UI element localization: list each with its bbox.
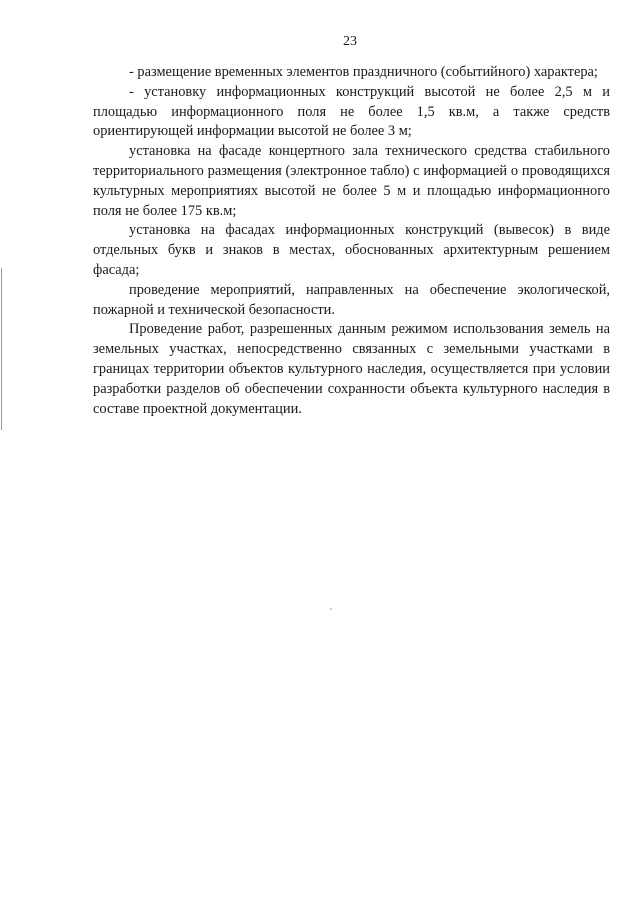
scan-artifact-dot: [330, 608, 332, 610]
paragraph-cultural-heritage-works: Проведение работ, разрешенных данным режимом использования земель на земельных участках, непосредственно связанных с земельными участками в границах территории объектов культурного наследия, осуществляется при условии разработки разделов об обеспечении сохранности объекта культурного наследия в составе проектной документации.: [93, 321, 610, 417]
document-body: [93, 63, 610, 419]
paragraph-facade-signs: установка на фасадах информационных конструкций (вывесок) в виде отдельных букв и знаков в местах, обоснованных архитектурным решением фасада;: [93, 222, 610, 278]
scan-edge-line: [1, 268, 2, 430]
page-number: 23: [343, 34, 357, 49]
paragraph-safety-measures: проведение мероприятий, направленных на обеспечение экологической, пожарной и технической безопасности.: [93, 281, 610, 318]
paragraph-temporary-elements: - размещение временных элементов праздничного (событийного) характера;: [129, 64, 598, 80]
paragraph-concert-hall-display: установка на фасаде концертного зала технического средства стабильного территориального размещения (электронное табло) с информацией о проводящихся культурных мероприятиях высотой не более 5 м и площадью информационного поля не более 175 кв.м;: [93, 143, 610, 219]
paragraph-information-structures: - установку информационных конструкций высотой не более 2,5 м и площадью информационного поля не более 1,5 кв.м, а также средств ориентирующей информации высотой не более 3 м;: [93, 83, 610, 140]
